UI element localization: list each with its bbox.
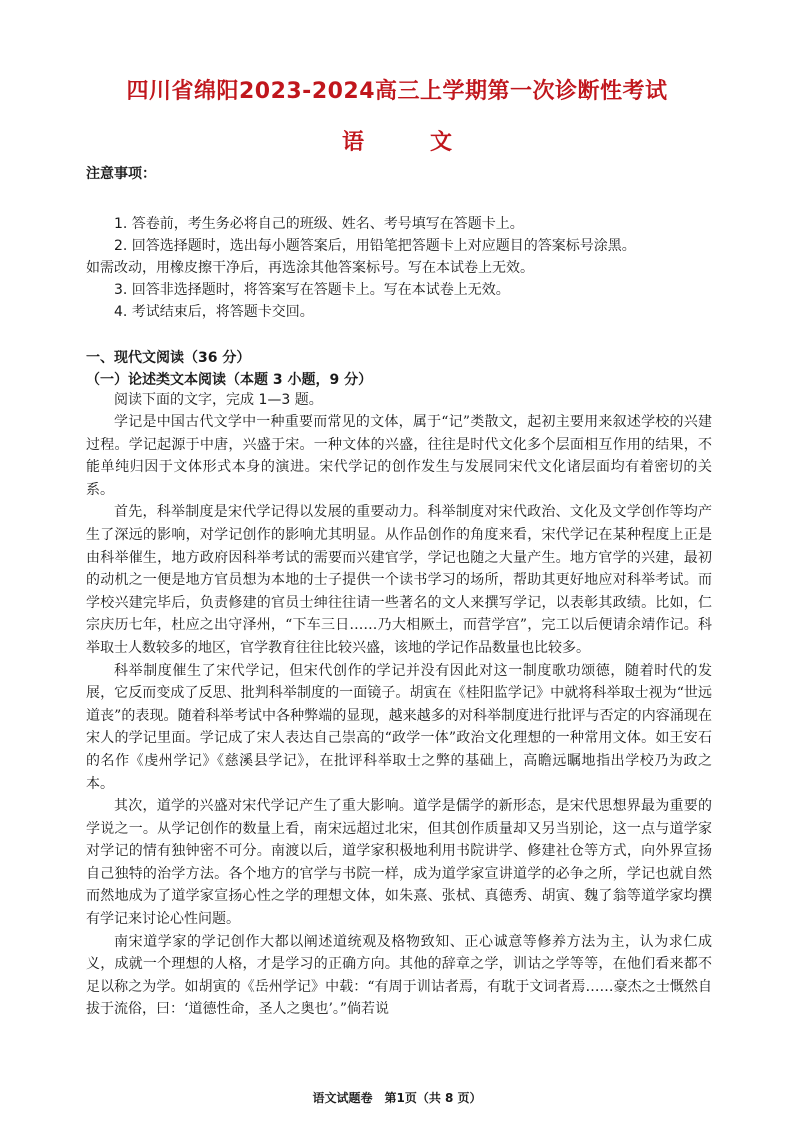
notice-item: 1. 答卷前，考生务必将自己的班级、姓名、考号填写在答题卡上。 — [114, 216, 524, 232]
notice-list — [86, 213, 726, 323]
passage-paragraph: 科举制度催生了宋代学记，但宋代创作的学记并没有因此对这一制度歌功颂德，随着时代的发展，它反而变成了反思、批判科举制度的一面镜子。胡寅在《桂阳监学记》中就将科举取士视为“世远道丧”的表现。随着科举考试中各种弊端的显现，越来越多的对科举制度进行批评与否定的内容涌现在宋人的学记里面。学记成了宋人表达自己崇高的“政学一体”政治文化理想的一种常用文体。如王安石的名作《虔州学记》《慈溪县学记》，在批评科举取士之弊的基础上，高瞻远瞩地指出学校乃为政之本。 — [86, 662, 712, 792]
subject-title: 语文 — [341, 130, 518, 155]
notice-item: 2. 回答选择题时，选出每小题答案后，用铅笔把答题卡上对应题目的答案标号涂黑。 — [114, 238, 636, 254]
notice-heading: 注意事项： — [86, 166, 156, 182]
reading-passage — [86, 411, 712, 1021]
reading-instruction: 阅读下面的文字，完成 1—3 题。 — [114, 392, 323, 408]
passage-paragraph: 学记是中国古代文学中一种重要而常见的文体，属于“记”类散文，起初主要用来叙述学校的兴建过程。学记起源于中唐，兴盛于宋。一种文体的兴盛，往往是时代文化多个层面相互作用的结果，不能单纯归因于文体形式本身的演进。宋代学记的创作发生与发展同宋代文化诸层面均有着密切的关系。 — [86, 414, 712, 498]
passage-paragraph: 其次，道学的兴盛对宋代学记产生了重大影响。道学是儒学的新形态，是宋代思想界最为重要的学说之一。从学记创作的数量上看，南宋远超过北宋，但其创作质量却又另当别论，这一点与道学家对学记的情有独钟密不可分。南渡以后，道学家积极地利用书院讲学、修建社仓等方式，向外界宣扬自己独特的治学方法。各个地方的官学与书院一样，成为道学家宣讲道学的必争之所，学记也就自然而然地成为了道学家宣扬心性之学的理想文体，如朱熹、张栻、真德秀、胡寅、魏了翁等道学家均撰有学记来讨论心性问题。 — [86, 798, 712, 928]
notice-item: 4. 考试结束后，将答题卡交回。 — [114, 304, 314, 320]
passage-paragraph: 南宋道学家的学记创作大都以阐述道统观及格物致知、正心诚意等修养方法为主，认为求仁成义，成就一个理想的人格，才是学习的正确方向。其他的辞章之学，训诂之学等等，在他们看来都不足以称之为学。如胡寅的《岳州学记》中载：“有周于训诂者焉，有耽于文词者焉……豪杰之士慨然自拔于流俗，曰：‘道德性命，圣人之奥也’。”倘若说 — [86, 933, 712, 1018]
exam-title: 四川省绵阳2023-2024高三上学期第一次诊断性考试 — [126, 79, 668, 104]
page-footer: 语文试题卷 第1页（共 8 页） — [312, 1091, 482, 1105]
passage-paragraph: 首先，科举制度是宋代学记得以发展的重要动力。科举制度对宋代政治、文化及文学创作等均产生了深远的影响，对学记创作的影响尤其明显。从作品创作的角度来看，宋代学记在某种程度上正是由科举催生，地方政府因科举考试的需要而兴建官学，学记也随之大量产生。地方官学的兴建，最初的动机之一便是地方官员想为本地的士子提供一个读书学习的场所，帮助其更好地应对科举考试。而学校兴建完毕后，负责修建的官员士绅往往请一些著名的文人来撰写学记，以表彰其政绩。比如，仁宗庆历七年，杜应之出守泽州，“下车三日……乃大相厥土，而营学宫”，完工以后便请余靖作记。科举取士人数较多的地区，官学教育往往比较兴盛，该地的学记作品数量也比较多。 — [86, 504, 712, 656]
subsection-heading: （一）论述类文本阅读（本题 3 小题，9 分） — [86, 372, 373, 388]
section-heading: 一、现代文阅读（36 分） — [86, 350, 251, 366]
notice-item-continuation: 如需改动，用橡皮擦干净后，再选涂其他答案标号。写在本试卷上无效。 — [86, 260, 534, 276]
notice-item: 3. 回答非选择题时，将答案写在答题卡上。写在本试卷上无效。 — [114, 282, 510, 298]
